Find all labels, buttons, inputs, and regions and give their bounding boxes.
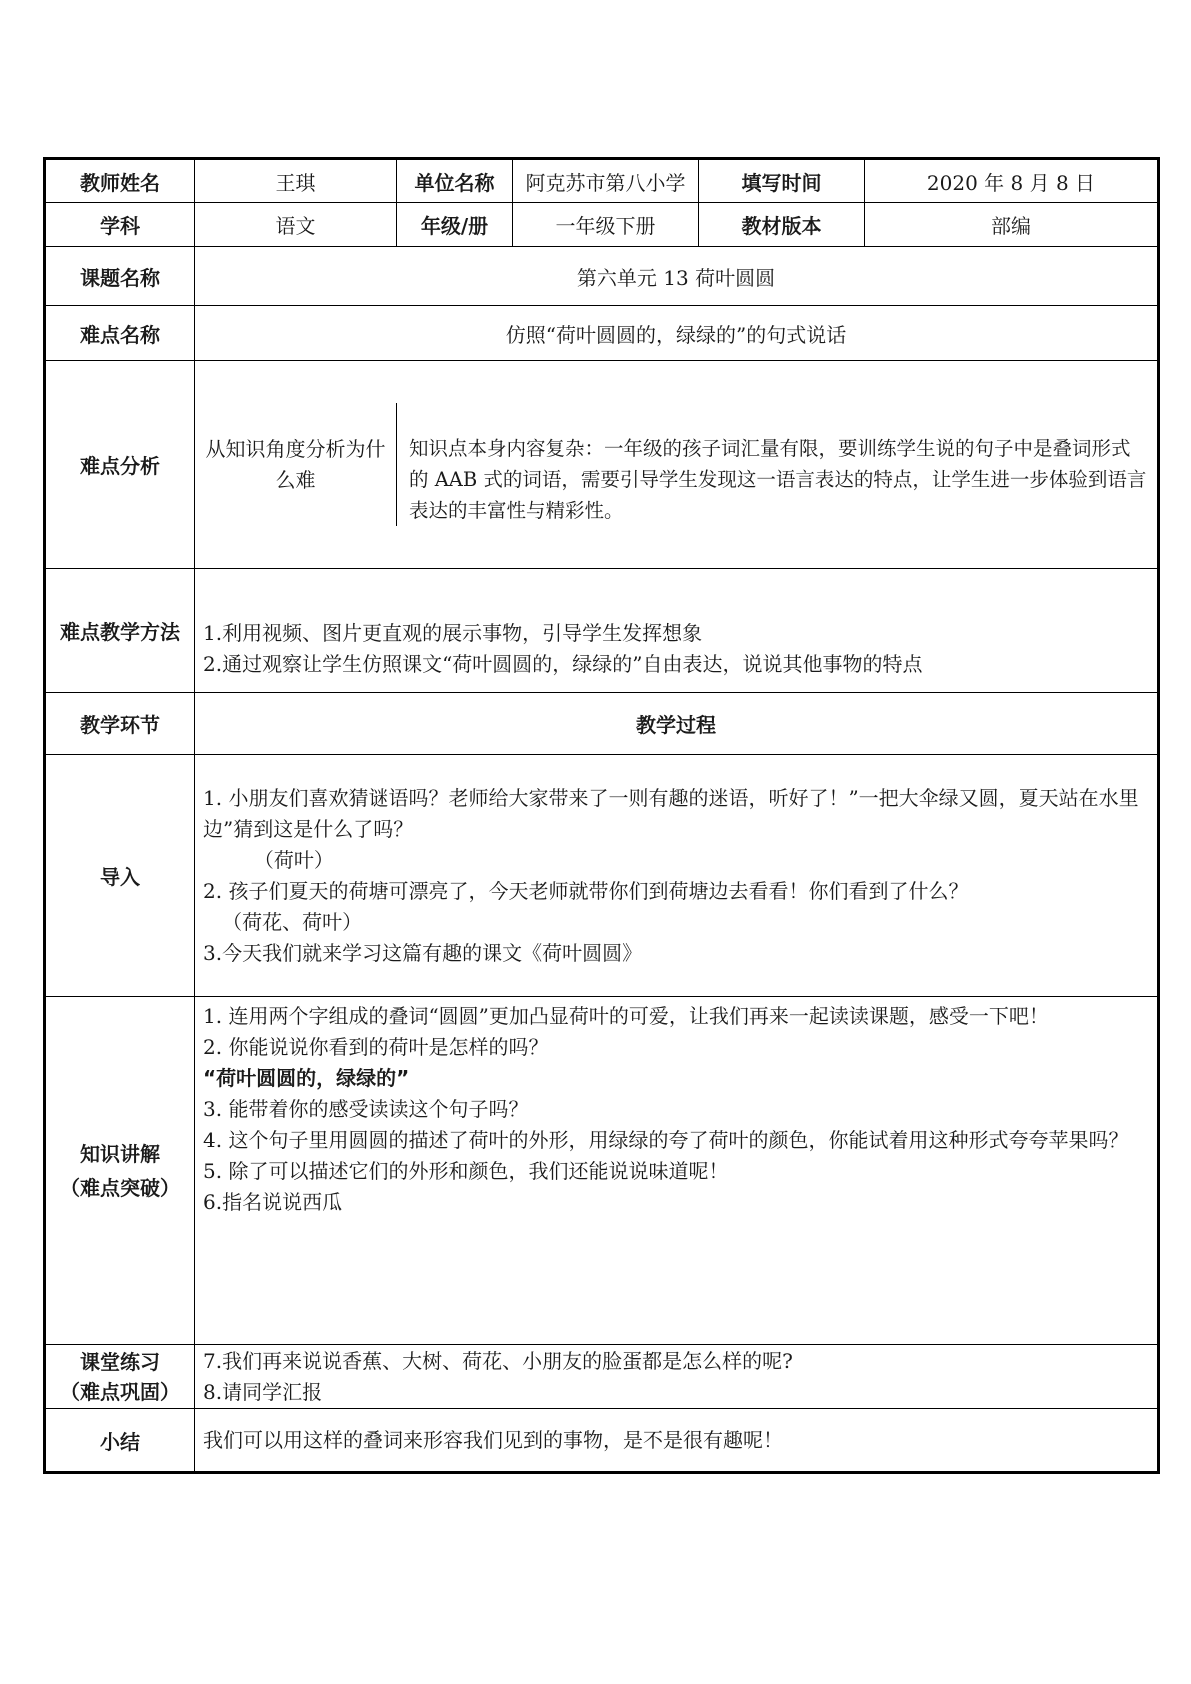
intro-row [45,755,1159,997]
practice-line-1: 7.我们再来说说香蕉、大树、荷花、小朋友的脸蛋都是怎么样的呢? [203,1348,793,1373]
intro-line-2: （荷叶） [203,847,334,872]
knowledge-row [45,997,1159,1345]
analysis-content [195,361,1159,569]
practice-label [45,1345,195,1409]
knowledge-content [195,997,1159,1345]
knowledge-label-line-1: 知识讲解 [80,1141,160,1166]
unit-name-value: 阿克苏市第八小学 [513,159,699,203]
practice-row [45,1345,1159,1409]
process-stage-label: 教学环节 [45,693,195,755]
process-label: 教学过程 [195,693,1159,755]
fill-time-value: 2020 年 8 月 8 日 [865,159,1159,203]
teacher-name-value: 王琪 [195,159,397,203]
practice-label-line-2: （难点巩固） [60,1379,180,1404]
analysis-sub-label: 从知识角度分析为什么难 [195,403,397,526]
grade-label: 年级/册 [397,203,513,247]
method-row [45,569,1159,693]
difficulty-label: 难点名称 [45,306,195,361]
practice-label-line-1: 课堂练习 [80,1349,160,1374]
process-header-row [45,693,1159,755]
intro-content [195,755,1159,997]
intro-line-4: （荷花、荷叶） [203,909,363,934]
unit-name-label: 单位名称 [397,159,513,203]
subject-value: 语文 [195,203,397,247]
method-line-1: 1.利用视频、图片更直观的展示事物，引导学生发挥想象 [203,621,703,645]
knowledge-line-6: 6.指名说说西瓜 [203,1190,343,1214]
grade-value: 一年级下册 [513,203,699,247]
summary-label: 小结 [45,1409,195,1473]
intro-line-1: 1. 小朋友们喜欢猜谜语吗？老师给大家带来了一则有趣的迷语，听好了！”一把大伞绿又圆，夏天站在水里边”猜到这是什么了吗？ [203,785,1139,841]
header-row-1 [45,159,1159,203]
summary-row [45,1409,1159,1473]
analysis-text: 知识点本身内容复杂：一年级的孩子词汇量有限，要训练学生说的句子中是叠词形式的 AAB 式的词语，需要引导学生发现这一语言表达的特点，让学生进一步体验到语言表达的丰富性与精彩性。 [409,437,1147,522]
difficulty-value: 仿照“荷叶圆圆的，绿绿的”的句式说话 [195,306,1159,361]
knowledge-label [45,997,195,1345]
method-label: 难点教学方法 [45,569,195,693]
practice-line-2: 8.请同学汇报 [203,1379,323,1404]
difficulty-row [45,306,1159,361]
subject-label: 学科 [45,203,195,247]
practice-content [195,1345,1159,1409]
topic-label: 课题名称 [45,247,195,306]
intro-label: 导入 [45,755,195,997]
analysis-row [45,361,1159,569]
topic-value: 第六单元 13 荷叶圆圆 [195,247,1159,306]
intro-line-3: 2. 孩子们夏天的荷塘可漂亮了，今天老师就带你们到荷塘边去看看！你们看到了什么？ [203,878,969,903]
topic-row [45,247,1159,306]
summary-content: 我们可以用这样的叠词来形容我们见到的事物，是不是很有趣呢！ [195,1409,1159,1473]
lesson-plan-table [43,157,1160,1474]
fill-time-label: 填写时间 [699,159,865,203]
analysis-label: 难点分析 [45,361,195,569]
knowledge-line-5: 5. 除了可以描述它们的外形和颜色，我们还能说说味道呢！ [203,1159,729,1183]
intro-line-5: 3.今天我们就来学习这篇有趣的课文《荷叶圆圆》 [203,940,643,965]
knowledge-line-2: 2. 你能说说你看到的荷叶是怎样的吗？ [203,1035,549,1059]
header-row-2 [45,203,1159,247]
knowledge-label-line-2: （难点突破） [60,1175,180,1200]
edition-label: 教材版本 [699,203,865,247]
method-line-2: 2.通过观察让学生仿照课文“荷叶圆圆的，绿绿的”自由表达，说说其他事物的特点 [203,652,923,676]
method-content [195,569,1159,693]
knowledge-bold-sentence: “荷叶圆圆的，绿绿的” [203,1066,410,1090]
knowledge-line-4: 4. 这个句子里用圆圆的描述了荷叶的外形，用绿绿的夸了荷叶的颜色，你能试着用这种形式夸夸苹果吗？ [203,1128,1129,1152]
teacher-name-label: 教师姓名 [45,159,195,203]
knowledge-line-1: 1. 连用两个字组成的叠词“圆圆”更加凸显荷叶的可爱，让我们再来一起读读课题，感受一下吧！ [203,1004,1049,1028]
edition-value: 部编 [865,203,1159,247]
knowledge-line-3: 3. 能带着你的感受读读这个句子吗？ [203,1097,529,1121]
